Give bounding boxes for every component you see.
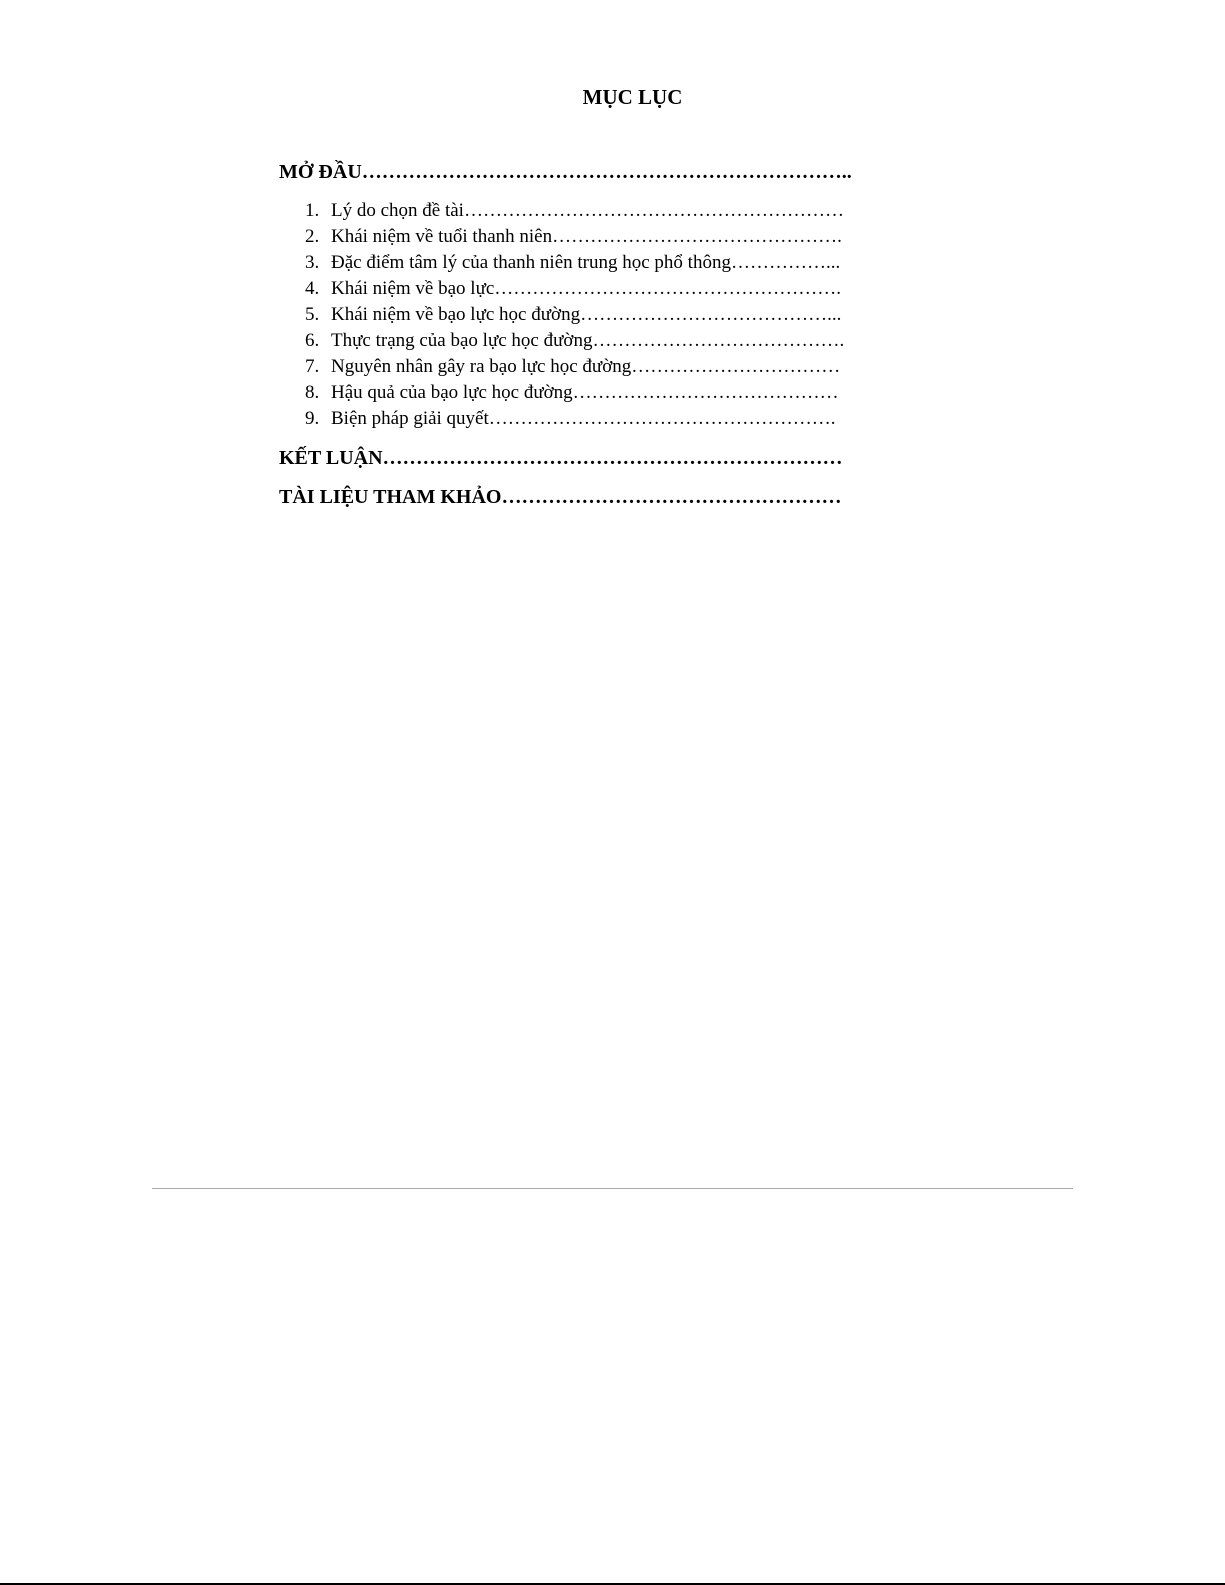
toc-entry-text: Khái niệm về bạo lực………………………………………………. xyxy=(331,278,842,299)
toc-entry-text: Lý do chọn đề tài…………………………………………………… xyxy=(331,200,844,221)
toc-entry-text: Thực trạng của bạo lực học đường…………………………………. xyxy=(331,330,845,351)
toc-entry-1[interactable] xyxy=(305,199,844,223)
toc-entry-text: Nguyên nhân gây ra bạo lực học đường…………………………… xyxy=(331,356,841,377)
toc-entry-3[interactable] xyxy=(305,251,840,275)
toc-entry-4[interactable] xyxy=(305,277,841,301)
toc-entry-7[interactable] xyxy=(305,355,840,379)
toc-entry-mo-dau[interactable]: MỞ ĐẦU……………………………………………………………….. xyxy=(279,161,852,183)
toc-title: MỤC LỤC xyxy=(582,85,683,109)
toc-entry-5[interactable] xyxy=(305,303,841,327)
page-separator xyxy=(152,1188,1073,1189)
toc-entry-number: 5. xyxy=(305,304,320,325)
toc-entry-ket-luan[interactable]: KẾT LUẬN…………………………………………………………… xyxy=(279,447,843,469)
toc-entry-number: 7. xyxy=(305,356,320,377)
toc-entry-text: Khái niệm về bạo lực học đường…………………………………... xyxy=(331,304,842,325)
toc-entry-6[interactable] xyxy=(305,329,844,353)
toc-entry-number: 9. xyxy=(305,408,320,429)
toc-entry-number: 2. xyxy=(305,226,320,247)
toc-entry-number: 1. xyxy=(305,200,320,221)
toc-entry-number: 3. xyxy=(305,252,320,273)
toc-entry-number: 8. xyxy=(305,382,320,403)
toc-entry-8[interactable] xyxy=(305,381,839,405)
toc-entry-2[interactable] xyxy=(305,225,842,249)
toc-entry-text: Hậu quả của bạo lực học đường…………………………………… xyxy=(331,382,839,403)
toc-entry-number: 4. xyxy=(305,278,320,299)
toc-entry-9[interactable] xyxy=(305,407,836,431)
toc-entry-text: Đặc điểm tâm lý của thanh niên trung học phổ thông……………... xyxy=(331,252,841,273)
toc-entry-tai-lieu-tham-khao[interactable]: TÀI LIỆU THAM KHẢO…………………………………………… xyxy=(279,486,842,508)
toc-entry-text: Biện pháp giải quyết………………………………………………. xyxy=(331,408,836,429)
toc-entry-text: Khái niệm về tuổi thanh niên………………………………………. xyxy=(331,226,842,247)
toc-entry-number: 6. xyxy=(305,330,320,351)
